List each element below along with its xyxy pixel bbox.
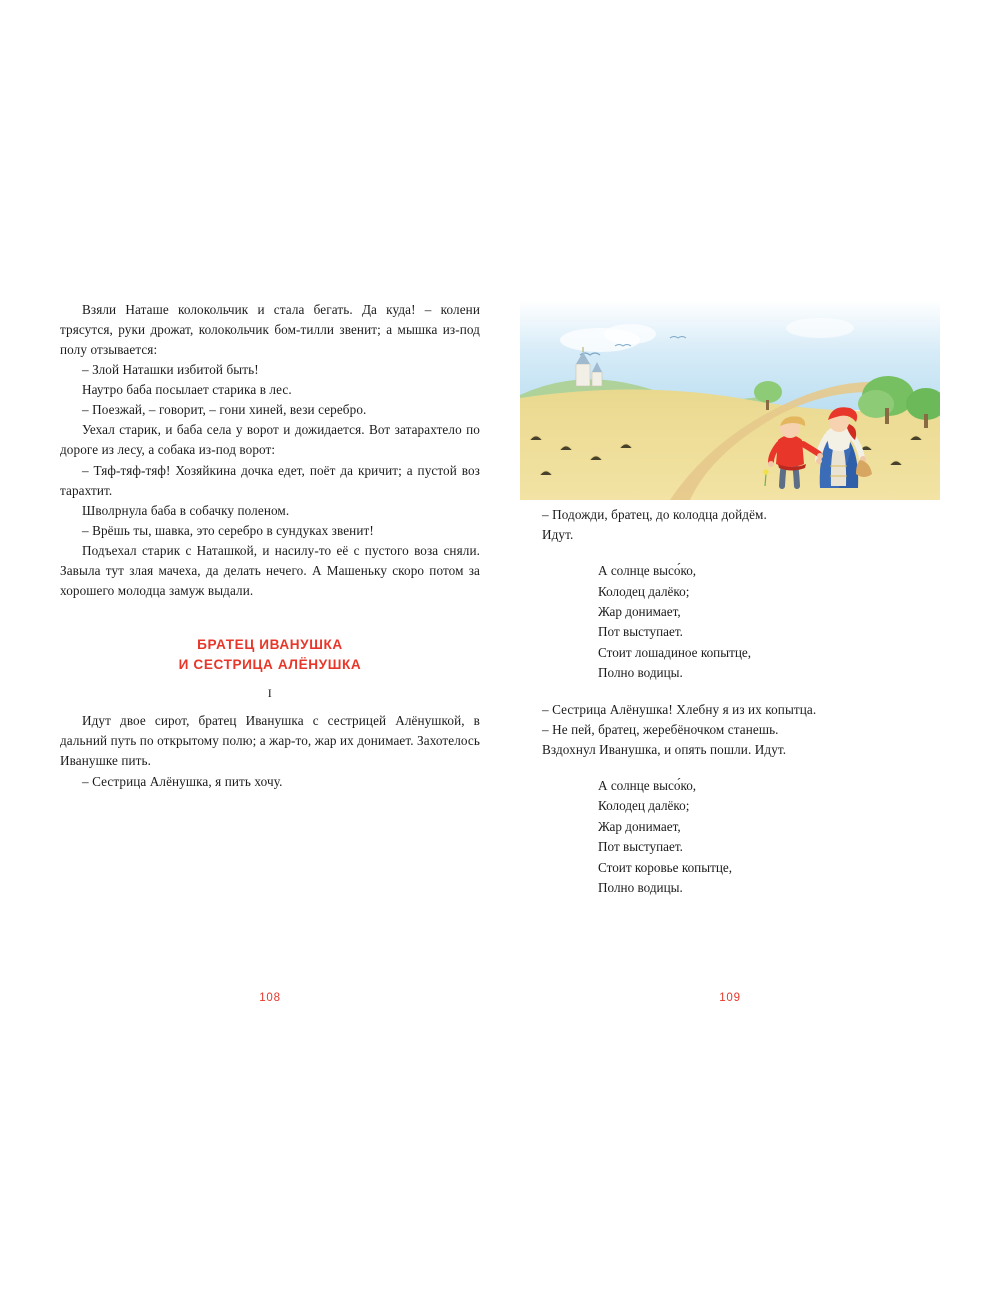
chapter-title-line-1: БРАТЕЦ ИВАНУШКА [197,636,343,652]
verse-line: Жар донимает, [598,818,681,834]
verse-stanza-2 [520,776,940,899]
chapter-title-line-2: И СЕСТРИЦА АЛЁНУШКА [178,656,362,672]
paragraph: Идут двое сирот, братец Иванушка с сестрицей Алёнушкой, в дальний путь по открытому полю; а жар-то, жар их донимает. Захотелось Иванушке пить. [60,713,480,769]
page-number-right: 109 [719,992,741,1004]
paragraph: – Сестрица Алёнушка, я пить хочу. [82,773,283,789]
illustration-svg [520,300,940,500]
verse-line: Полно водицы. [598,880,683,896]
page-number-left: 108 [259,992,281,1004]
verse-line: Стоит коровье копытце, [598,859,733,875]
paragraph: Подъехал старик с Наташкой, и насилу-то её с пустого воза сняли. Завыла тут злая мачеха, да делать нечего. А Машеньку скоро потом за хорошего молодца замуж выдали. [60,542,480,598]
left-page-text [60,300,480,601]
paragraph: – Тяф-тяф-тяф! Хозяйкина дочка едет, поёт да кричит; а пустой воз тарахтит. [60,462,480,498]
verse-line: А солнце высо́ко, [598,563,697,579]
paragraph: – Врёшь ты, шавка, это серебро в сундуках звенит! [82,522,374,538]
paragraph: – Злой Наташки избитой быть! [82,362,259,378]
verse-line: Жар донимает, [598,604,681,620]
right-page [520,505,940,1004]
verse-line: А солнце высо́ко, [598,778,697,794]
paragraph: – Сестрица Алёнушка! Хлебну я из их копытца. [542,701,817,717]
chapter-title [60,635,480,674]
chapter-opening-text [60,711,480,791]
paragraph: Взяли Наташе колокольчик и стала бегать. Да куда! – колени трясутся, руки дрожат, колокольчик бом-тилли звенит; а мышка из-под полу отзывается: [60,302,480,358]
verse-line: Полно водицы. [598,665,683,681]
paragraph: Вздохнул Иванушка, и опять пошли. Идут. [542,741,787,757]
verse-stanza-1 [520,561,940,684]
verse-line: Колодец далёко; [598,798,690,814]
paragraph: Шволрнула баба в собачку поленом. [82,502,290,518]
verse-line: Пот выступает. [598,624,683,640]
paragraph: – Поезжай, – говорит, – гони хиней, вези серебро. [82,402,367,418]
section-number: I [267,686,273,701]
illustration-alyonushka-ivanushka [520,300,940,500]
left-page [60,300,480,1004]
verse-line: Пот выступает. [598,839,683,855]
right-page-text-2 [520,700,940,760]
paragraph: Уехал старик, и баба села у ворот и дожидается. Вот затарахтело по дороге из лесу, а собака из-под ворот: [60,422,480,458]
verse-line: Стоит лошадиное копытце, [598,644,752,660]
right-page-text [520,505,940,545]
paragraph: Идут. [542,527,574,543]
paragraph: Наутро баба посылает старика в лес. [82,382,292,398]
paragraph: – Подожди, братец, до колодца дойдём. [542,507,767,522]
verse-line: Колодец далёко; [598,583,690,599]
paragraph: – Не пей, братец, жеребёночком станешь. [542,721,779,737]
